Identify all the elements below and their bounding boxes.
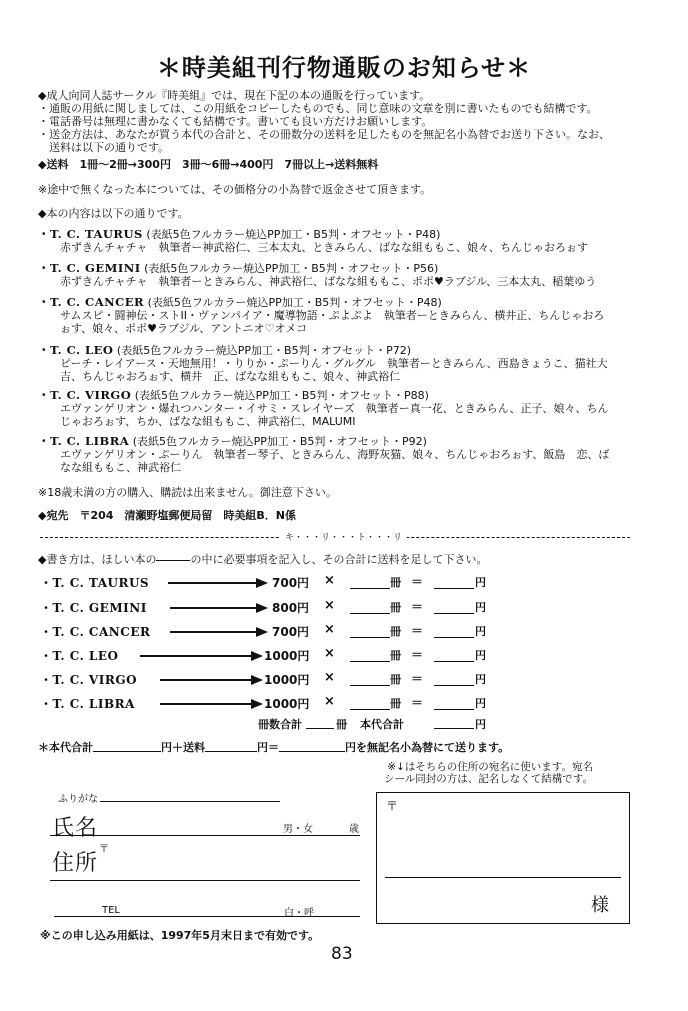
satsu-label: 冊 [390, 697, 401, 710]
refund-note: ※途中で無くなった本については、その価格分の小為替で返金させて頂きます。 [38, 183, 432, 196]
order-arrow-head [251, 651, 263, 661]
book-description: 赤ずきんチャチャ 執筆者ーときみらん、神武裕仁、ばなな組ももこ、ポポ♥ラブジル、三本太丸、稲葉ゆう [60, 275, 597, 288]
intro-line: ・電話番号は無理に書かなくても結構です。書いても良い方だけお願いします。 [38, 115, 433, 128]
intro-line: ・送金方法は、あなたが買う本代の合計と、その冊数分の送料を足したものを無記名小為替でお送り下さい。なお、 [38, 128, 610, 141]
order-arrow-head [256, 603, 268, 613]
count-total-unit: 冊 [336, 718, 347, 731]
order-book-name: ・T. C. GEMINI [40, 601, 147, 615]
name-label: 氏名 [52, 816, 99, 841]
equals-label: 円＝ [257, 741, 279, 754]
intro-text [38, 89, 610, 154]
amount-field[interactable] [434, 685, 474, 686]
satsu-label: 冊 [390, 625, 401, 638]
order-arrow-head [256, 578, 268, 588]
order-book-name: ・T. C. VIRGO [40, 673, 138, 687]
book-title: ・T. C. LIBRA [38, 434, 130, 448]
send-label: 円を無記名小為替にて送ります。 [345, 741, 510, 754]
order-price: 800円 [272, 601, 310, 615]
mailing-address: ◆宛先 〒204 清瀬野塩郵便局留 時美組B．N係 [38, 509, 297, 522]
tel-label: TEL [102, 905, 120, 916]
order-arrow-head [251, 675, 263, 685]
order-price: 700円 [272, 576, 310, 590]
equals-symbol: ＝ [411, 575, 424, 589]
order-arrow [140, 655, 251, 657]
intro-line: ◆成人向同人誌サークル『時美組』では、現在下記の本の通販を行っています。 [38, 89, 431, 102]
satsu-label: 冊 [390, 673, 401, 686]
satsu-label: 冊 [390, 649, 401, 662]
order-price: 1000円 [264, 649, 310, 663]
order-arrow [168, 582, 256, 584]
book-description: 吉、ちんじゃおろぉす、横井 正、ばなな組ももこ、娘々、神武裕仁 [60, 370, 401, 383]
book-title: ・T. C. CANCER [38, 295, 145, 309]
howto-text: ◆書き方は、ほしい本の [38, 553, 157, 566]
satsu-label: 冊 [390, 601, 401, 614]
order-arrow-head [251, 699, 263, 709]
shipping-field[interactable] [205, 751, 257, 752]
subtotal-field[interactable] [434, 728, 474, 729]
book-total-field[interactable] [93, 751, 161, 752]
order-arrow [160, 679, 251, 681]
book-spec: (表紙5色フルカラー焼込PP加工・B5判・オフセット・P72) [116, 344, 412, 357]
order-price: 1000円 [264, 673, 310, 687]
name-field[interactable] [50, 835, 360, 836]
book-title: ・T. C. GEMINI [38, 261, 141, 275]
page-title: ＊時美組刊行物通販のお知らせ＊ [156, 54, 532, 82]
grand-total-label: ＊本代合計 [38, 741, 93, 754]
intro-line: ・通販の用紙に関しましては、この用紙をコピーしたものでも、同じ意味の文章を別に書いたものでも結構です。 [38, 102, 598, 115]
order-price: 1000円 [264, 697, 310, 711]
yen-label: 円 [475, 625, 486, 638]
book-entry [38, 262, 596, 288]
yen-label: 円 [475, 576, 486, 589]
times-symbol: × [324, 670, 335, 685]
address-label-box[interactable] [376, 792, 630, 924]
equals-symbol: ＝ [411, 696, 424, 710]
postal-mark: 〒 [99, 844, 109, 855]
equals-symbol: ＝ [411, 624, 424, 638]
book-description: なな組ももこ、神武裕仁 [60, 461, 181, 474]
quantity-field[interactable] [350, 637, 390, 638]
amount-field[interactable] [434, 661, 474, 662]
book-title: ・T. C. LEO [38, 343, 114, 357]
quantity-field[interactable] [350, 613, 390, 614]
book-title: ・T. C. TAURUS [38, 227, 143, 241]
gender-label: 男・女 [283, 824, 313, 835]
quantity-field[interactable] [350, 709, 390, 710]
book-entry [38, 296, 604, 335]
book-spec: (表紙5色フルカラー焼込PP加工・B5判・オフセット・P48) [147, 296, 442, 309]
order-price: 700円 [272, 625, 310, 639]
howto-instructions [38, 553, 487, 566]
order-arrow [170, 607, 256, 609]
times-symbol: × [324, 622, 335, 637]
book-spec: (表紙5色フルカラー焼込PP加工・B5判・オフセット・P48) [146, 228, 441, 241]
book-title: ・T. C. VIRGO [38, 388, 132, 402]
subtotal-unit: 円 [475, 718, 486, 731]
address-line [385, 877, 621, 878]
order-book-name: ・T. C. LEO [40, 649, 119, 663]
note-line: ※↓はそちらの住所の宛名に使います。宛名 [387, 761, 593, 773]
times-symbol: × [324, 646, 335, 661]
day-night-label: 白・呼 [284, 908, 314, 919]
yen-label: 円 [475, 673, 486, 686]
count-total-label: 冊数合計 [258, 718, 302, 731]
book-description: エヴァンゲリオン・爆れつハンター・イサミ・スレイヤーズ 執筆者ー真一花、ときみらん、正子、娘々、ちん [60, 402, 609, 415]
phone-field[interactable] [54, 916, 360, 917]
grand-total-line [38, 739, 509, 755]
howto-blank [156, 560, 190, 561]
book-description: じゃおろぉす、ちか、ばなな組ももこ、神武裕仁、MALUMI [60, 415, 356, 428]
yen-label: 円 [475, 601, 486, 614]
book-description: ピーチ・レイアース・天地無用！・りりか・ぷーりん・グルグル 執筆者ーときみらん、西島きょうこ、猫社大 [60, 357, 608, 370]
equals-symbol: ＝ [411, 600, 424, 614]
furigana-field[interactable] [100, 801, 280, 802]
equals-symbol: ＝ [411, 672, 424, 686]
book-spec: (表紙5色フルカラー焼込PP加工・B5判・オフセット・P92) [132, 435, 427, 448]
order-arrow-head [256, 627, 268, 637]
book-description: サムスピ・闘神伝・ストII・ヴァンパイア・魔導物語・ぷよぷよ 執筆者ーときみらん、横井正、ちんじゃおろ [60, 309, 605, 322]
order-arrow [170, 631, 256, 633]
count-total-field[interactable] [306, 728, 334, 729]
plus-shipping-label: 円＋送料 [161, 741, 205, 754]
intro-line: 送料は以下の通りです。 [38, 141, 170, 154]
yen-label: 円 [475, 649, 486, 662]
shipping-rates: ◆送料 1冊〜2冊→300円 3冊〜6冊→400円 7冊以上→送料無料 [38, 158, 379, 171]
sama-label: 様 [591, 895, 609, 916]
quantity-field[interactable] [350, 588, 390, 589]
contents-header: ◆本の内容は以下の通りです。 [38, 207, 189, 220]
times-symbol: × [324, 573, 335, 588]
furigana-label: ふりがな [58, 794, 98, 805]
amount-field[interactable] [434, 613, 474, 614]
book-entry [38, 435, 609, 474]
book-description: エヴァンゲリオン・ぷーりん 執筆者ー琴子、ときみらん、海野灰猫、娘々、ちんじゃおろぉす、飯島 恋、ば [60, 448, 610, 461]
amount-field[interactable] [434, 588, 474, 589]
amount-field[interactable] [434, 709, 474, 710]
book-description: ぉす、娘々、ポポ♥ラブジル、アントニオ♡オメコ [60, 322, 308, 335]
book-entry [38, 389, 608, 428]
order-arrow [160, 703, 251, 705]
amount-field[interactable] [434, 637, 474, 638]
order-book-name: ・T. C. TAURUS [40, 576, 150, 590]
page-number: 83 [331, 944, 353, 964]
howto-text: の中に必要事項を記入し、その合計に送料を足して下さい。 [190, 553, 488, 566]
address-label: 住所 [52, 851, 99, 876]
yen-label: 円 [475, 697, 486, 710]
book-spec: (表紙5色フルカラー焼込PP加工・B5判・オフセット・P56) [144, 262, 439, 275]
cut-line-label: キ・・・リ・・・ト・・・リ [280, 530, 407, 543]
order-book-name: ・T. C. CANCER [40, 625, 151, 639]
book-spec: (表紙5色フルカラー焼込PP加工・B5判・オフセット・P88) [134, 389, 429, 402]
validity-note: ※この申し込み用紙は、1997年5月末日まで有効です。 [40, 929, 320, 942]
quantity-field[interactable] [350, 661, 390, 662]
quantity-field[interactable] [350, 685, 390, 686]
age-label: 歳 [349, 824, 359, 835]
age-note: ※18歳未満の方の購入、購読は出来ません。御注意下さい。 [38, 486, 337, 499]
times-symbol: × [324, 694, 335, 709]
times-symbol: × [324, 598, 335, 613]
satsu-label: 冊 [390, 576, 401, 589]
book-entry [38, 344, 608, 383]
grand-total-field[interactable] [279, 751, 345, 752]
equals-symbol: ＝ [411, 648, 424, 662]
order-book-name: ・T. C. LIBRA [40, 697, 135, 711]
postal-mark: 〒 [386, 799, 399, 813]
address-field[interactable] [50, 880, 360, 881]
note-line: シール同封の方は、記名しなくて結構です。 [384, 773, 593, 785]
subtotal-label: 本代合計 [360, 718, 404, 731]
book-description: 赤ずきんチャチャ 執筆者ー神武裕仁、三本太丸、ときみらん、ばなな組ももこ、娘々、ちんじゃおろぉす [60, 241, 588, 254]
book-entry [38, 228, 588, 254]
return-address-note [384, 761, 593, 785]
